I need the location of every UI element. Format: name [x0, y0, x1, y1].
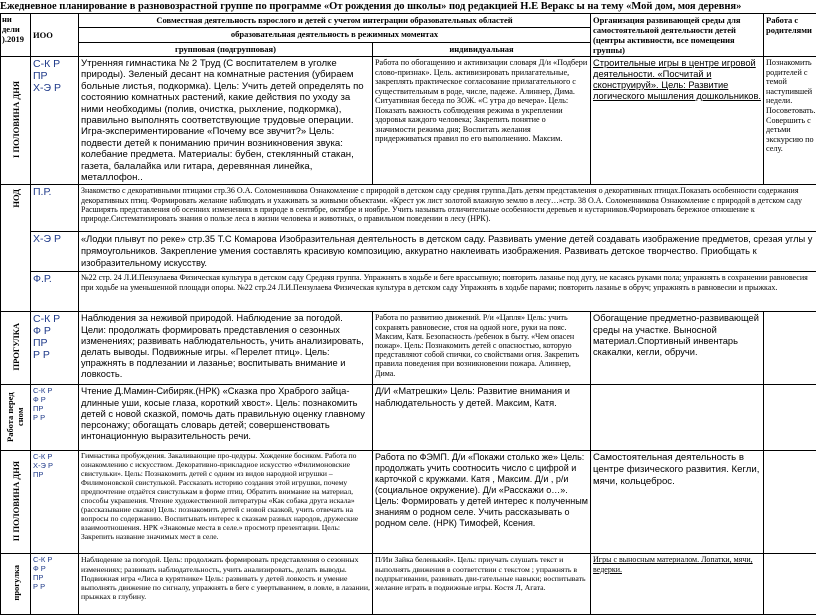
planning-table [0, 13, 816, 615]
environment-cell: Строительные игры в центре игровой деятельности. «Посчитай и сконструируй». Цель: Развитие логического мышления дошкольников. [591, 57, 764, 185]
day-header-cell [1, 14, 31, 57]
day-header-line: дели [2, 24, 29, 34]
parents-cell [764, 385, 816, 451]
ioo-header: ИОО [31, 14, 79, 57]
ioo-code: ПР [33, 70, 76, 82]
individual-header: индивидуальная [373, 42, 591, 56]
joint-activity-header: Совместная деятельность взрослого и детей с учетом интеграции образовательных областей [79, 14, 591, 28]
section-label: Работа перед сном [5, 387, 27, 447]
ioo-code: Р Р [33, 413, 76, 422]
ioo-code: Х-Э Р [33, 82, 76, 94]
ioo-codes [31, 312, 79, 385]
section-label: ПРОГУЛКА [11, 323, 21, 371]
section-label-morning [1, 57, 31, 185]
group-header: групповая (подгрупповая) [79, 42, 373, 56]
ioo-code: С-К Р [33, 58, 76, 70]
table-row [1, 451, 816, 554]
group-activity-cell: Гимнастика пробуждения. Закаливающие про-цедуры. Хождение босиком. Работа по ознакомлению с искусством. Декоративно-прикладное искусство «Филимоновские свистульки». Цель: Познакомить детей с одним из видов народной игрушки – Филимоновской свистулькой. Рассказать историю создания этой игрушки, почему предпочтение отдаётся свистулькам в форме птиц. Обратить внимание на материал, способы украшения. Чтение художественной литературы «Как собака друга искала» (рассказывание сказки) Цель: познакомить детей с новой сказкой, учить отвечать на вопросы по содержанию. Воспитывать интерес к сказкам разных народов, дружеские взаимоотношения. НРК «Знакомые места в селе.» просмотр презентации. Цель: Закрепить название значимых мест в селе. [79, 451, 373, 554]
ioo-code: С-К Р [33, 555, 76, 564]
table-row [1, 232, 816, 272]
table-row [1, 312, 816, 385]
table-row [1, 185, 816, 232]
ioo-code: С-К Р [33, 313, 76, 325]
ioo-code: ПР [33, 573, 76, 582]
section-label-afternoon [1, 451, 31, 554]
individual-activity-cell: Работа по обогащению и активизации словаря Д/и «Подбери слово-признак». Цель. активизировать прилагательные, закреплять практическое согласование прилагательного с существительным в роде, числе, падеже. Алиннер, Дима. Ситуативная беседа по ЗОЖ. «С утра до вечера». Цель: Показать важность соблюдения режима в укреплении здоровья каждого человека; Закрепить понятие о значимости режима дня; Воспитать желания придерживаться правил по его выполнению. Максим. [373, 57, 591, 185]
section-label: прогулка [11, 565, 21, 601]
section-label: I ПОЛОВИНА ДНЯ [11, 81, 21, 158]
table-row [1, 57, 816, 185]
group-activity-cell: Утренняя гимнастика № 2 Труд (С воспитателем в уголке природы). Зеленый десант на комнатные растения (убираем больные листья, подкормка). Цель: Учить детей определять по состоянию комнатных растений, какие действия по уходу за ними необходимы (полив, очистка, рыхление, подкормка), правильно выполнять соответствующие трудовые операции. Игра-экспериментирование «Почему все звучит?» Цель: подвести детей к пониманию причин возникновения звука: колебание предмета. Материалы: бубен, стеклянный стакан, газета, балалайка или гитара, деревянная линейка, металлофон.. [79, 57, 373, 185]
ioo-code: С-К Р [33, 386, 76, 395]
ioo-code: Р Р [33, 349, 76, 361]
ioo-codes [31, 57, 79, 185]
ioo-codes [31, 451, 79, 554]
parents-cell [764, 451, 816, 554]
ioo-code-cell: Ф.Р. [31, 272, 79, 312]
parents-cell [764, 554, 816, 615]
day-header-line: ни [2, 14, 29, 24]
ioo-code: ПР [33, 337, 76, 349]
parents-cell [764, 312, 816, 385]
group-activity-cell: Наблюдение за погодой. Цель: продолжать формировать представления о сезонных изменениях; развивать наблюдательность, учить анализировать, делать выводы. Подвижная игра «Лиса в курятнике» Цель: развивать у детей ловкость и умение выполнять движение по сигналу, упражнять в беге с увертыванием, в ловле, в лазании, прыжках в глубину. [79, 554, 373, 615]
section-label-before-sleep [1, 385, 31, 451]
environment-header: Организация развивающей среды для самостоятельной деятельности детей (центры активности, все помещения группы) [591, 14, 764, 57]
ioo-code: Ф Р [33, 325, 76, 337]
table-row [1, 385, 816, 451]
nod-activity-cell: №22 стр. 24 Л.И.Пензулаева Физическая культура в детском саду Средняя группа. Упражнять в ходьбе и беге врассыпную; повторить лазанье под дугу, не касаясь руками пола; упражнять в сохранении равновесия при ходьбе на уменьшенной площади опоры. №22 стр.24 Л.И.Пензулаева Физическая культура в детском саду Упражнять в ходьбе парами; повторить лазанье в обруч; упражнять в равновесии и прыжках. [79, 272, 816, 312]
environment-cell [591, 385, 764, 451]
parents-cell: Познакомить родителей с темой наступившей недели. Посоветовать. Совершить с детьми экскурсию по селу. [764, 57, 816, 185]
ioo-code-cell: П.Р. [31, 185, 79, 232]
section-label-nod [1, 185, 31, 312]
ioo-code: ПР [33, 404, 76, 413]
nod-activity-cell: «Лодки плывут по реке» стр.35 Т.С Комарова Изобразительная деятельность в детском саду. Развивать умение детей создавать изображение предметов, срезая углы у прямоугольников. Закрепление умения составлять красивую композицию, аккуратно наклеивать изображения. Развивать детское творчество. Приобщать к изобразительному искусству. [79, 232, 816, 272]
day-header-line: ).2019 [2, 34, 29, 44]
ioo-code: Ф Р [33, 564, 76, 573]
page-title: Ежедневное планирование в разновозрастной группе по программе «От рождения до школы» под редакцией Н.Е Веракс ы на тему «Мой дом, моя деревня» [0, 0, 816, 13]
table-row [1, 272, 816, 312]
ioo-codes [31, 554, 79, 615]
ioo-code: Ф Р [33, 395, 76, 404]
ioo-code: С-К Р [33, 452, 76, 461]
section-label-walk [1, 312, 31, 385]
ioo-code: Х-Э Р [33, 461, 76, 470]
individual-activity-cell: Работа по ФЭМП. Д/и «Покажи столько же» Цель: продолжать учить соотносить число с цифрой и карточкой с кружками. Катя , Максим. Д/и , р/и (социальное окружение). Д/и «Расскажи о…». Цель: Формировать у детей интерес к полученным знаниям о родном селе. Учить рассказывать о родном селе. (НРК) Тимофей, Ксения. [373, 451, 591, 554]
environment-cell: Обогащение предметно-развивающей среды на участке. Выносной материал.Спортивный инвентарь скакалки, кегли, обручи. [591, 312, 764, 385]
individual-activity-cell: П/Ии Зайка беленький». Цель: приучать слушать текст и выполнять движения в соответствии с текстом ; упражнять в подпрыгивании, развивать дви-гательные навыки; воспитывать желание играть в подвижные игры. Костя Л, Агата. [373, 554, 591, 615]
section-label-evening-walk [1, 554, 31, 615]
ioo-codes [31, 385, 79, 451]
regime-header: образовательная деятельность в режимных моментах [79, 28, 591, 42]
nod-activity-cell: Знакомство с декоративными птицами стр.36 О.А. Соломенникова Ознакомление с природой в детском саду средняя группа.Дать детям представления о декоративных птицах.Показать особенности содержания декоративных птиц. Формировать желание наблюдать и ухаживать за живыми объектами. «Крест уж лист золотой влажную землю в лесу…»стр. 38 О.А. Соломенникова Ознакомление с природой в детском саду Расширять представления об осенних изменениях в природе в сентябре, октябре и ноябре. Учить называть отличительные особенности деревьев и кустарников.Формировать бережное отношение к природе.Систематизировать знания о пользе леса в жизни человека и животных, о правильном поведении в лесу (НРК). [79, 185, 816, 232]
group-activity-cell: Наблюдения за неживой природой. Наблюдение за погодой. Цели: продолжать формировать представления о сезонных изменениях; развивать наблюдательность, учить анализировать, делать выводы. Подвижные игры. «Перелет птиц». Цель: упражнять в подлезании и лазанье; воспитывать внимание и ловкость. [79, 312, 373, 385]
table-row [1, 554, 816, 615]
group-activity-cell: Чтение Д.Мамин-Сибиряк.(НРК) «Сказка про Храброго зайца-длинные уши, косые глаза, короткий хвост». Цель: познакомить детей с новой сказкой, помочь дать правильную оценку главному персонажу; обогащать словарь детей; совершенствовать интонационную выразительность речи. [79, 385, 373, 451]
section-label: НОД [11, 189, 21, 208]
individual-activity-cell: Работа по развитию движений. Р/и «Цапля» Цель: учить сохранять равновесие, стоя на одной ноге, руки на пояс. Максим, Катя. Безопасность /ребенок в быту. «Чем опасен пожар». Цель: Познакомить детей с опасностью, которую представляют собой спички, со свойствами огня. Закрепить правила поведения при возникновении пожара. Алиннер, Дима. [373, 312, 591, 385]
ioo-code: Р Р [33, 582, 76, 591]
ioo-code: ПР [33, 470, 76, 479]
ioo-code-cell: Х-Э Р [31, 232, 79, 272]
parents-header: Работа с родителями [764, 14, 816, 57]
individual-activity-cell: Д/И «Матрешки» Цель: Развитие внимания и наблюдательность у детей. Максим, Катя. [373, 385, 591, 451]
environment-cell: Самостоятельная деятельность в центре физического развития. Кегли, мячи, кольцеброс. [591, 451, 764, 554]
section-label: II ПОЛОВИНА ДНЯ [11, 461, 21, 541]
environment-cell: Игры с выносным материалом. Лопатки, мячи, ведерки. [591, 554, 764, 615]
